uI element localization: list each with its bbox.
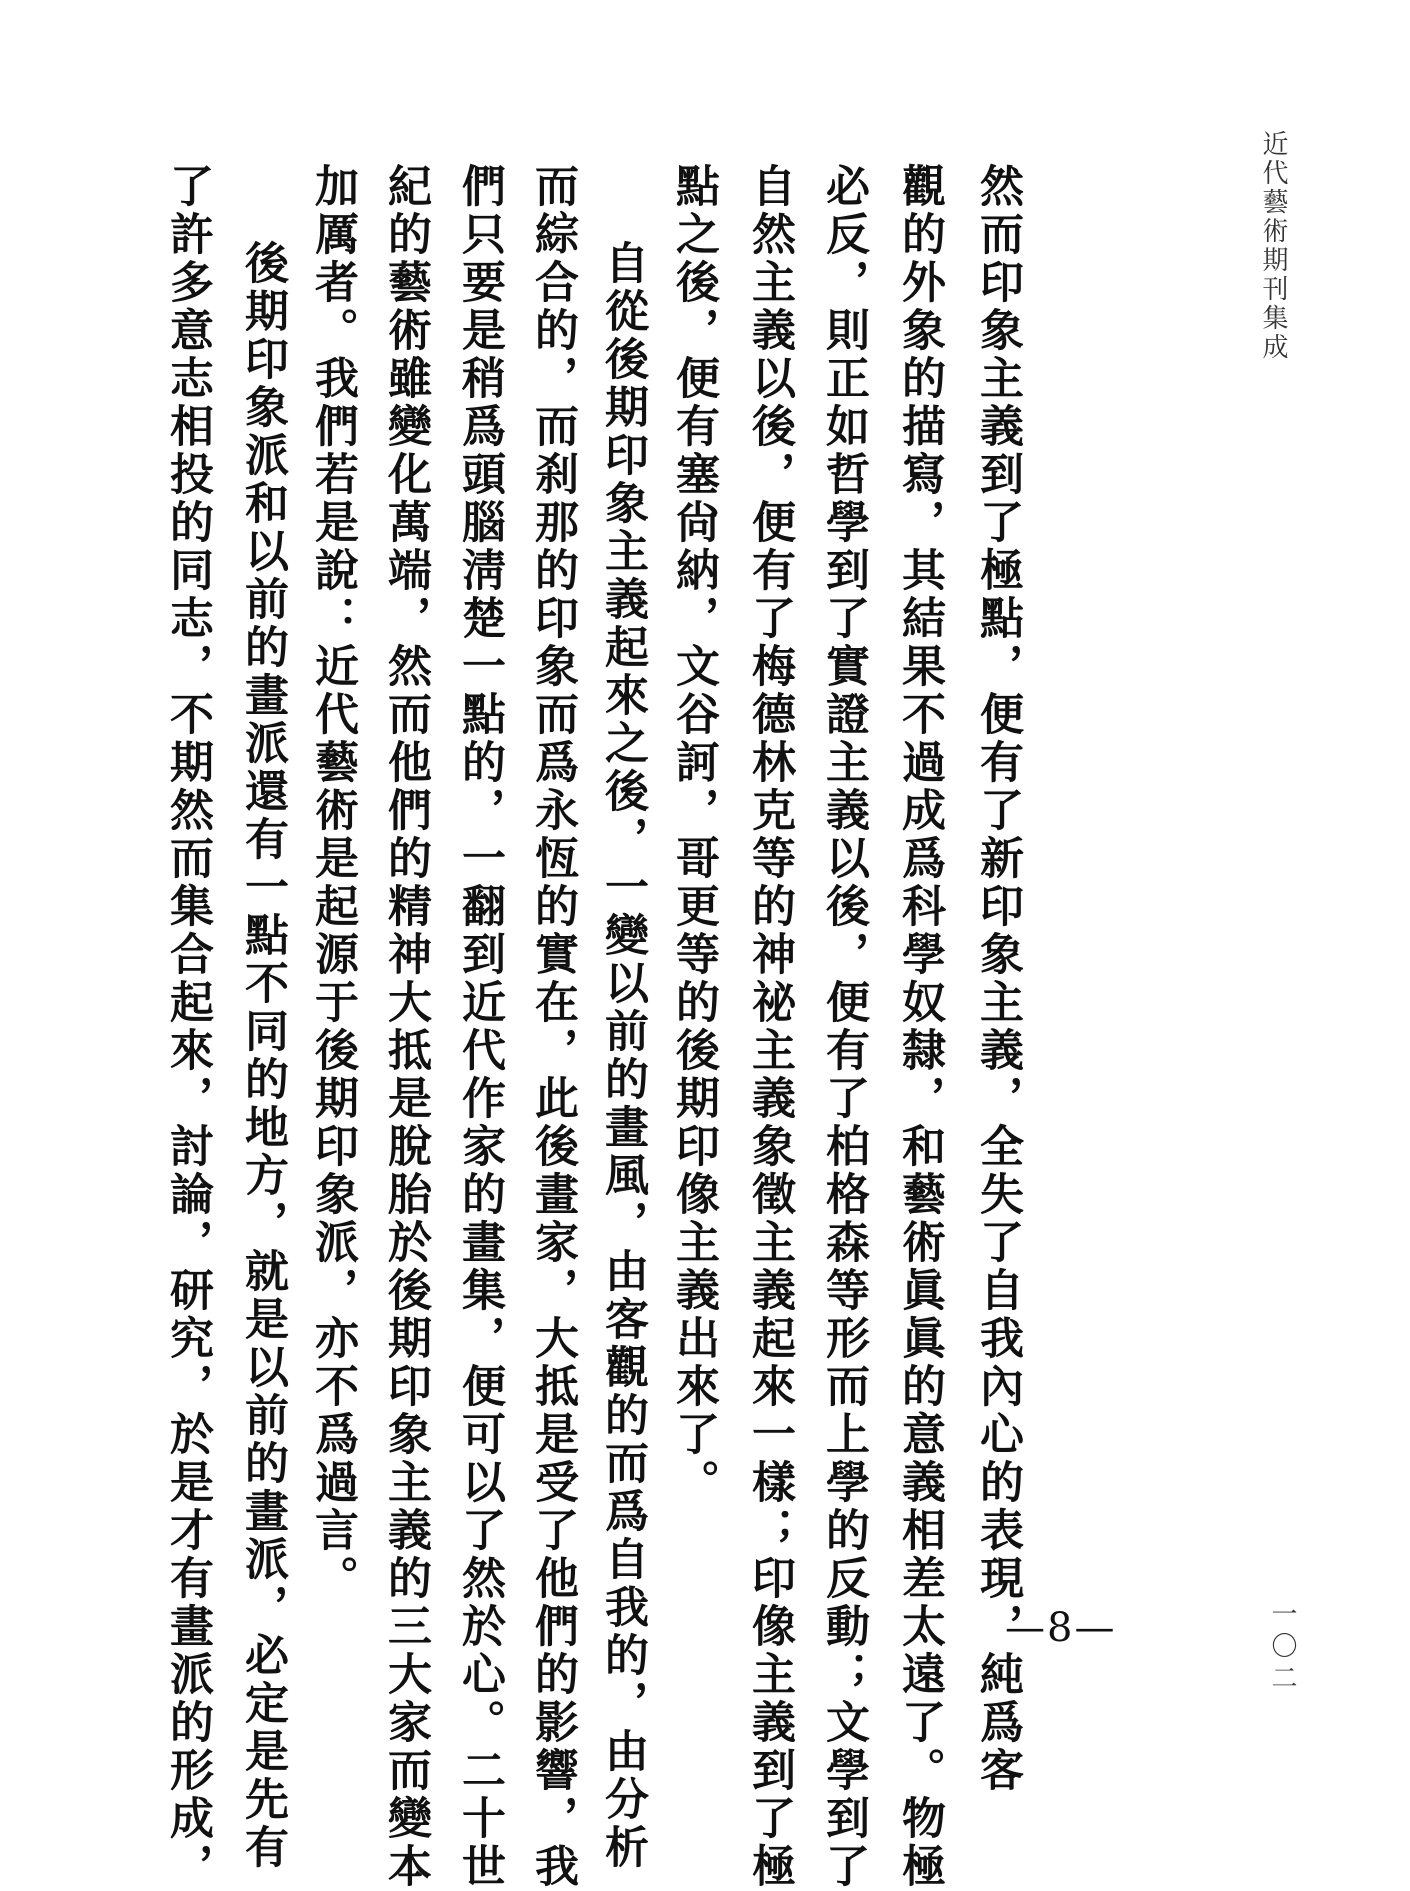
text-column-4: 自然主義以後，便有了梅德林克等的神祕主義象徵主義起來一樣；印像主義到了極	[744, 163, 795, 1891]
text-column-9: 紀的藝術雖變化萬端，然而他們的精神大抵是脫胎於後期印象主義的三大家而變本	[380, 163, 431, 1891]
text-column-6: 自從後期印象主義起來之後，一變以前的畫風，由客觀的而爲自我的，由分析	[597, 240, 648, 1872]
text-column-2: 觀的外象的描寫，其結果不過成爲科學奴隸，和藝術眞眞的意義相差太遠了。物極	[894, 163, 945, 1891]
text-column-11: 後期印象派和以前的畫派還有一點不同的地方，就是以前的畫派，必定是先有	[237, 240, 288, 1872]
text-column-8: 們只要是稍爲頭腦淸楚一點的，一翻到近代作家的畫集，便可以了然於心。二十世	[454, 163, 505, 1891]
text-column-10: 加厲者。我們若是說：近代藝術是起源于後期印象派，亦不爲過言。	[307, 163, 358, 1603]
text-column-12: 了許多意志相投的同志，不期然而集合起來，討論，研究，於是才有畫派的形成，	[162, 163, 213, 1891]
book-page-number: 一〇二	[1267, 1600, 1297, 1696]
running-header: 近代藝術期刊集成	[1258, 130, 1288, 362]
text-column-1: 然而印象主義到了極點，便有了新印象主義，全失了自我內心的表現，純爲客	[972, 163, 1023, 1795]
folio-page-number: —8—	[1005, 1605, 1117, 1651]
text-column-3: 必反，則正如哲學到了實證主義以後，便有了柏格森等形而上學的反動；文學到了	[818, 163, 869, 1891]
text-column-5: 點之後，便有塞尙納，文谷訶，哥更等的後期印像主義出來了。	[668, 163, 719, 1507]
text-column-7: 而綜合的，而刹那的印象而爲永恆的實在，此後畫家，大抵是受了他們的影響，我	[527, 163, 578, 1891]
